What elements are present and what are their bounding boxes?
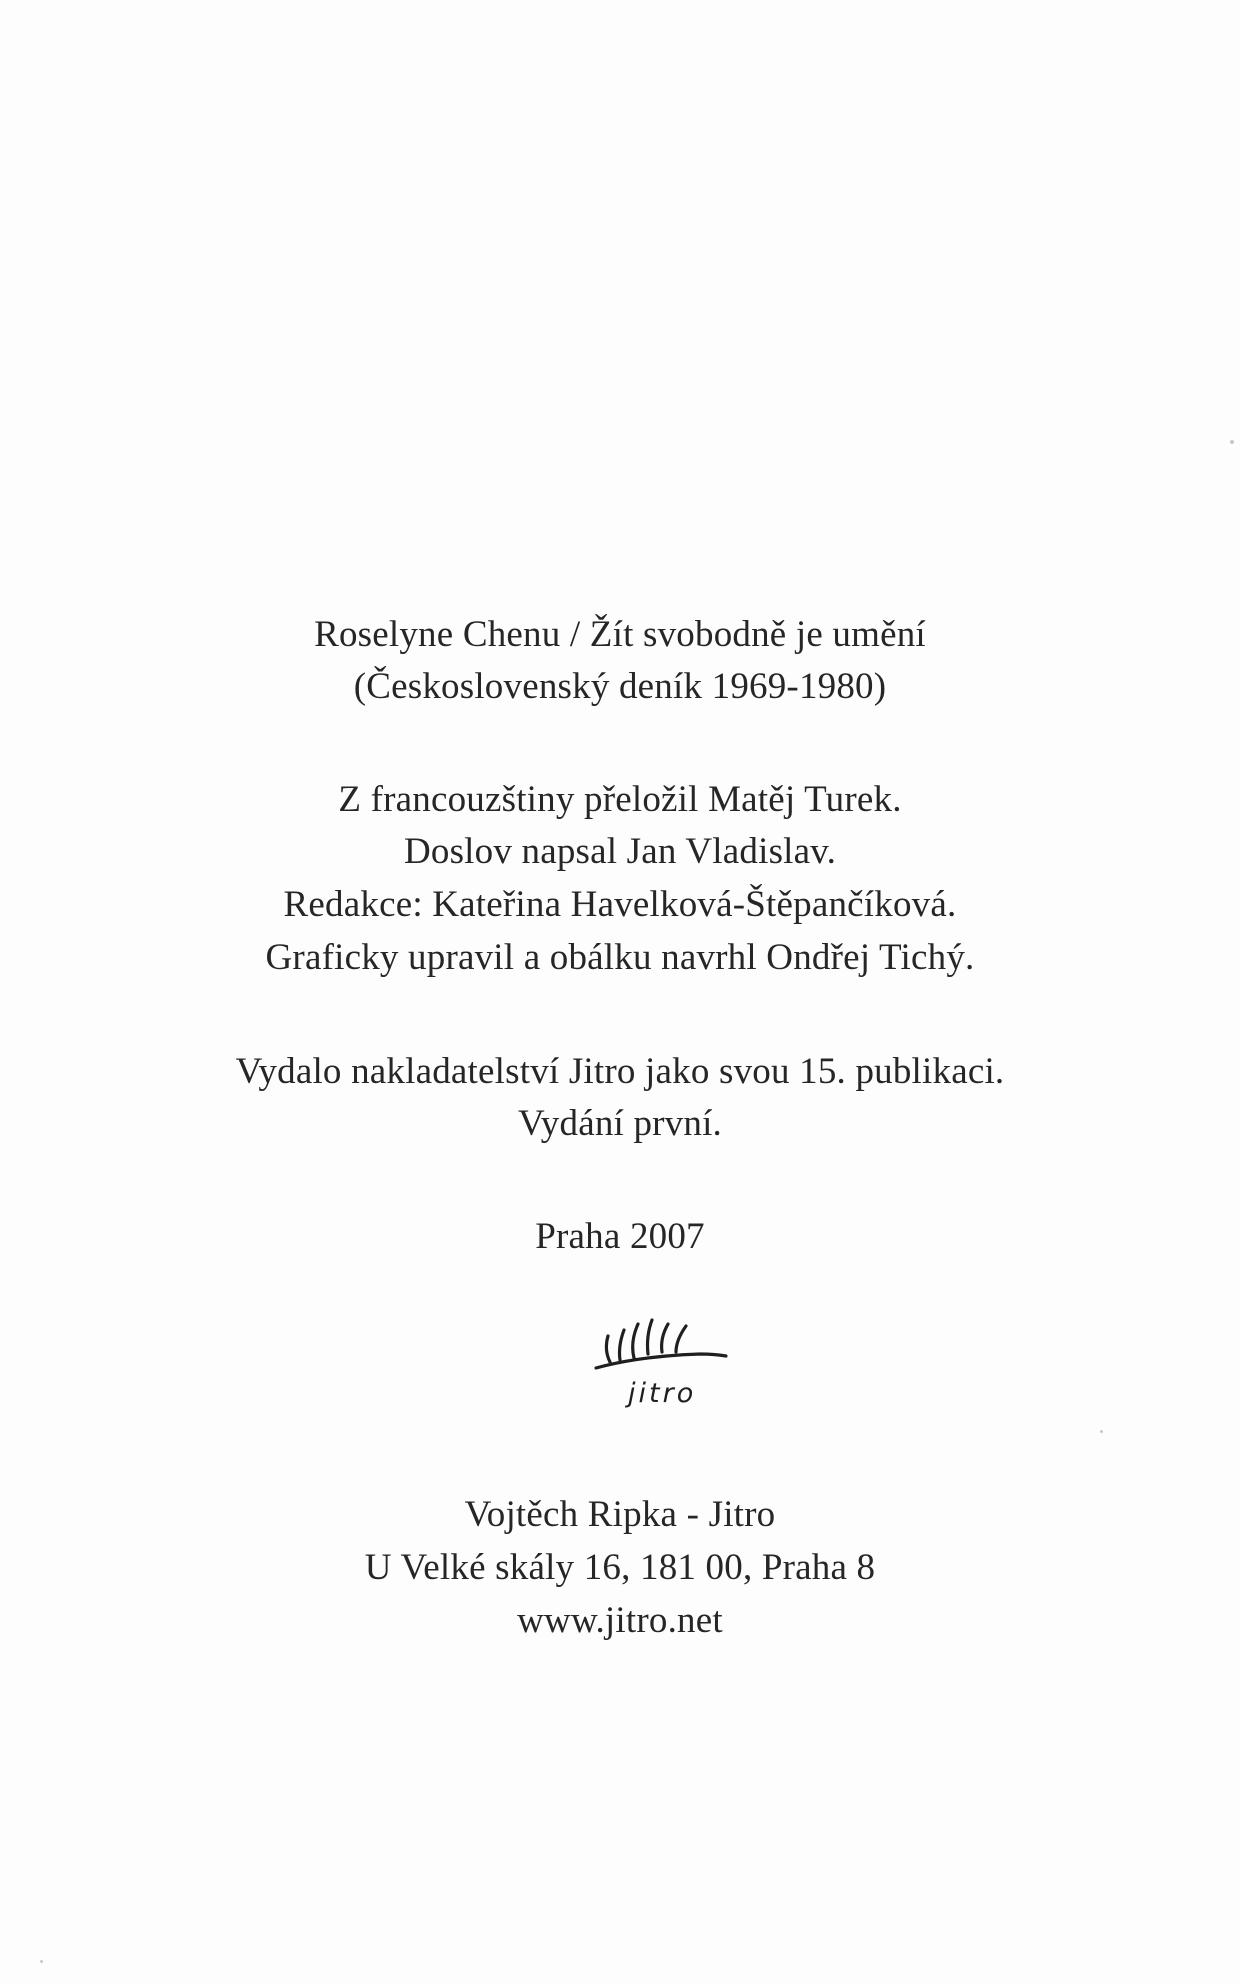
place-and-year: Praha 2007 [535,1216,705,1257]
translator-credit: Z francouzštiny přeložil Matěj Turek. [338,779,902,820]
book-subtitle-line: (Československý deník 1969-1980) [353,666,887,707]
book-title-line: Roselyne Chenu / Žít svobodně je umění [314,614,926,655]
afterword-credit: Doslov napsal Jan Vladislav. [403,831,837,872]
edition-statement: Vydání první. [517,1103,723,1144]
publisher-name: Vojtěch Ripka - Jitro [464,1494,776,1535]
paper-speck [40,1960,43,1963]
paper-speck [1230,440,1234,444]
jitro-wordmark: jitro [628,1378,697,1409]
jitro-logo-icon [590,1310,750,1420]
paper-speck [1100,1430,1103,1433]
publisher-statement: Vydalo nakladatelství Jitro jako svou 15. publikaci. [235,1051,1005,1092]
editor-credit: Redakce: Kateřina Havelková-Štěpančíková. [283,884,957,925]
publisher-street-address: U Velké skály 16, 181 00, Praha 8 [364,1547,876,1588]
design-credit: Graficky upravil a obálku navrhl Ondřej Tichý. [265,937,975,978]
publisher-website[interactable]: www.jitro.net [517,1600,723,1641]
